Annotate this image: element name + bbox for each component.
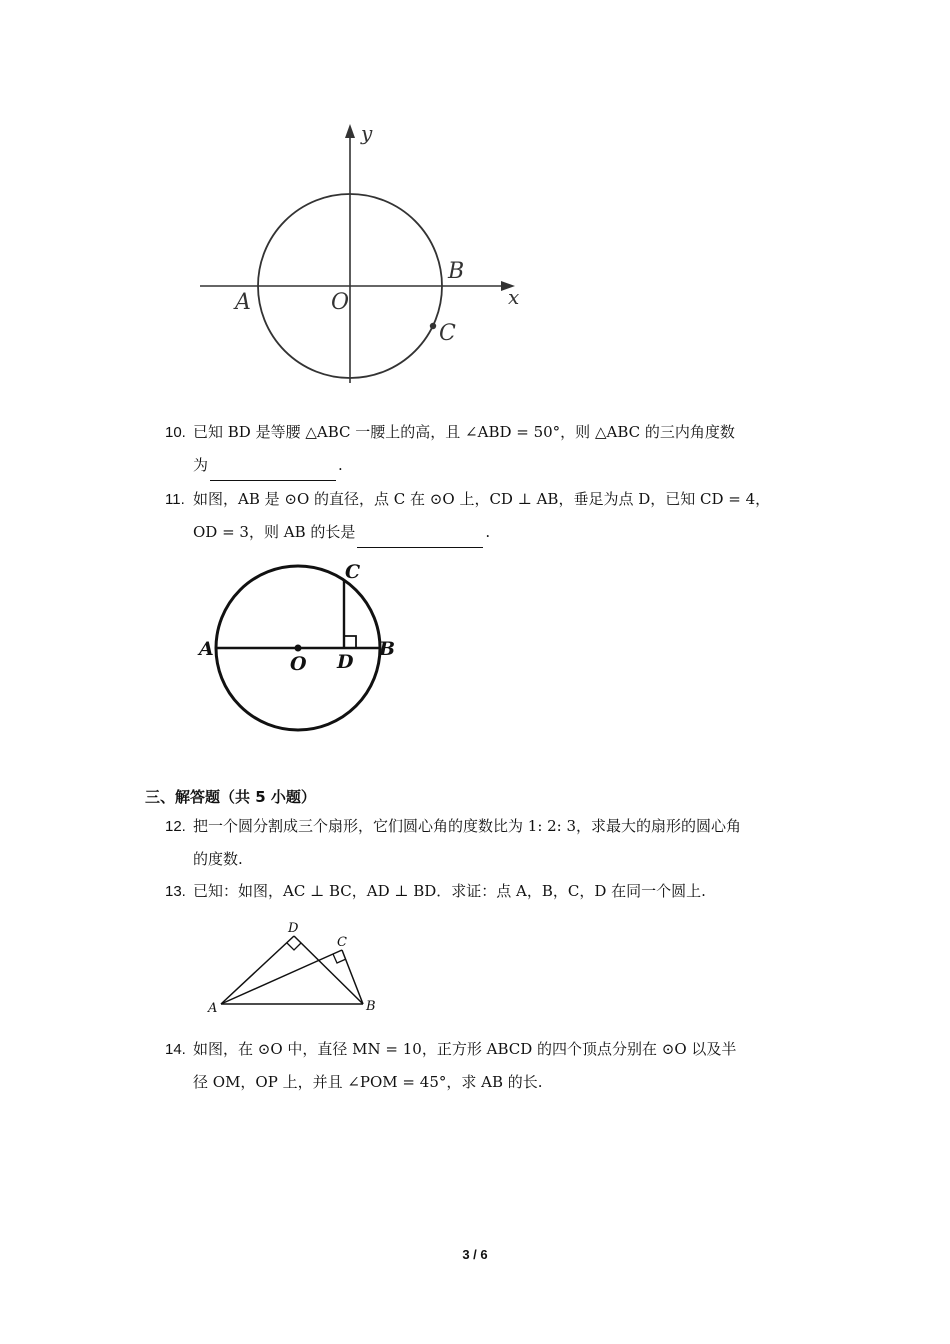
question-text: 把一个圆分割成三个扇形，它们圆心角的度数比为 1: 2: 3，求最大的扇形的圆心角: [193, 817, 742, 835]
question-number: 12.: [165, 818, 186, 835]
question-text: 如图，在 ⊙O 中，直径 MN = 10，正方形 ABCD 的四个顶点分别在 ⊙O 以及半: [193, 1040, 737, 1058]
right-angle-mark-d: [287, 943, 301, 950]
section-title: 三、解答题（共 5 小题）: [145, 788, 316, 806]
question-number: 10.: [165, 424, 186, 441]
question-11: [165, 483, 770, 548]
label-b: B: [379, 638, 396, 660]
label-c: C: [345, 561, 361, 583]
figure-triangles: [200, 918, 385, 1018]
page-number: 3 / 6: [462, 1247, 488, 1262]
label-o: O: [290, 653, 307, 675]
label-o: O: [331, 290, 350, 315]
question-text: OD = 3，则 AB 的长是: [193, 523, 356, 541]
label-y: y: [361, 121, 373, 145]
point-c: [430, 323, 436, 329]
question-text: .: [338, 456, 343, 474]
label-c: C: [337, 935, 347, 950]
label-a: A: [235, 290, 251, 315]
question-text: 为: [193, 456, 209, 474]
segment-cb: [342, 950, 363, 1004]
answer-blank[interactable]: [357, 529, 483, 548]
label-x: x: [508, 285, 520, 309]
question-number: 11.: [165, 491, 185, 508]
question-text: 已知 BD 是等腰 △ABC 一腰上的高，且 ∠ABD = 50°，则 △ABC 的三内角度数: [193, 423, 735, 441]
right-angle-mark: [344, 636, 356, 648]
figure-circle-diameter: [195, 558, 410, 738]
question-12: [165, 810, 741, 875]
question-text: 的度数.: [193, 850, 243, 868]
label-d: D: [288, 921, 299, 936]
question-number: 14.: [165, 1041, 186, 1058]
question-13: [165, 875, 706, 908]
answer-blank[interactable]: [210, 462, 336, 481]
segment-db: [294, 936, 363, 1004]
question-14: [165, 1033, 736, 1098]
label-b: B: [366, 999, 376, 1014]
figure-circle-axes: [195, 118, 525, 403]
question-text: 已知：如图，AC ⊥ BC，AD ⊥ BD．求证：点 A，B，C，D 在同一个圆上.: [193, 882, 706, 900]
y-axis-arrow: [345, 124, 355, 138]
question-10: [165, 416, 735, 481]
question-text: .: [485, 523, 491, 541]
question-text: 径 OM，OP 上，并且 ∠POM = 45°，求 AB 的长.: [193, 1073, 543, 1091]
label-c: C: [439, 321, 456, 346]
question-text: 如图，AB 是 ⊙O 的直径，点 C 在 ⊙O 上，CD ⊥ AB，垂足为点 D，已知 CD = 4，: [193, 490, 771, 508]
center-point: [295, 645, 302, 652]
label-a: A: [199, 638, 214, 660]
segment-ad: [221, 936, 294, 1004]
question-number: 13.: [165, 883, 186, 900]
label-b: B: [448, 259, 465, 284]
segment-ac: [221, 950, 342, 1004]
label-d: D: [337, 651, 354, 673]
label-a: A: [208, 1001, 218, 1016]
